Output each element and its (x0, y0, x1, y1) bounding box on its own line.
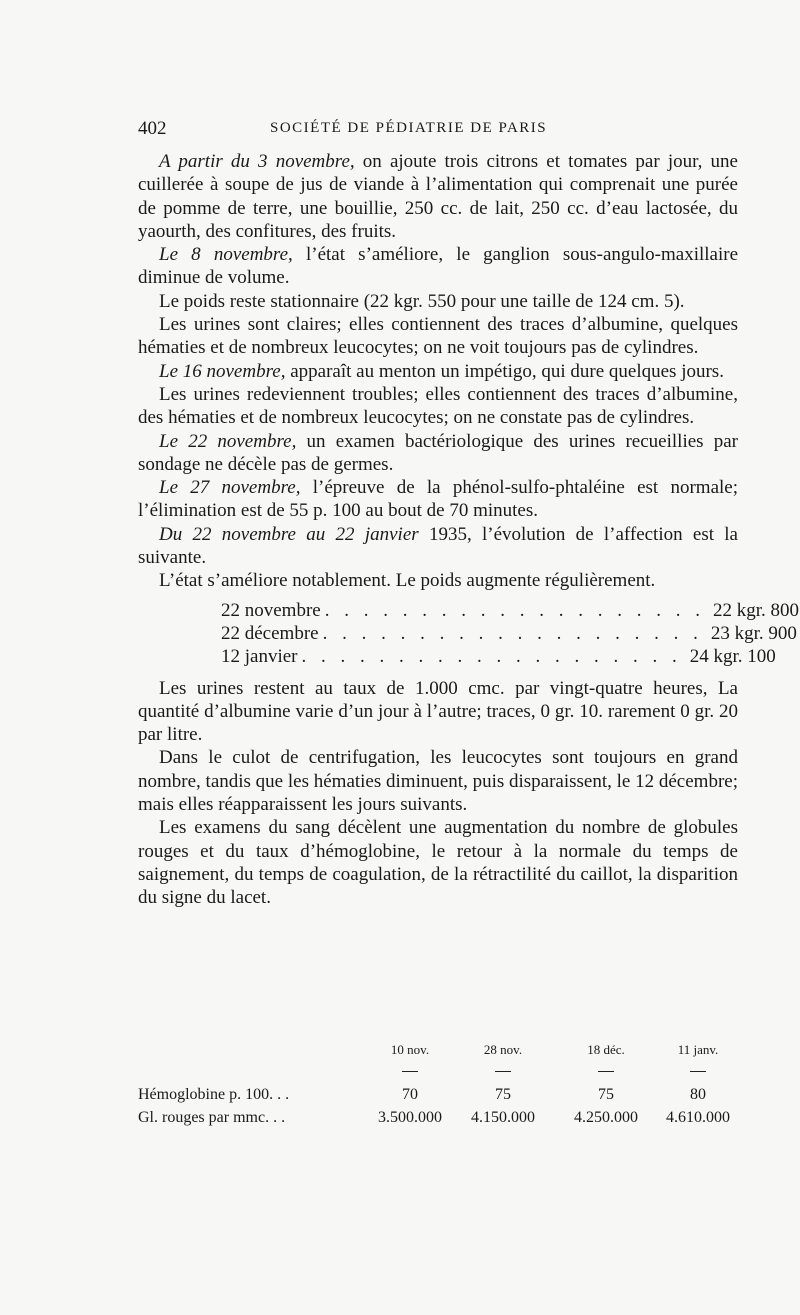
paragraph: Du 22 novembre au 22 janvier 1935, l’évolution de l’affection est la suivante. (138, 523, 738, 569)
paragraph: Le 27 novembre, l’épreuve de la phénol-sulfo-phtaléine est normale; l’élimination est de 55 p. 100 au bout de 70 minutes. (138, 477, 738, 522)
paragraph-lead: Le 27 novembre, (159, 477, 301, 499)
dot-leader: . . . . . . . . . . . . . . . . . . . . (324, 599, 705, 621)
table-cell: 75 (495, 1086, 511, 1103)
paragraph-lead: Du 22 novembre au 22 janvier (159, 523, 419, 545)
paragraph-lead: Le 22 novembre, (159, 430, 297, 452)
paragraph-lead: A partir du 3 novembre, (159, 151, 355, 172)
dash (690, 1071, 706, 1072)
body-text (138, 150, 800, 910)
weight-row (221, 599, 800, 622)
table-cell: 70 (402, 1086, 418, 1103)
page-number: 402 (138, 118, 167, 139)
weight-list (138, 599, 800, 669)
paragraph: Les urines redeviennent troubles; elles contiennent des traces d’albumine, des hématies et de nombreux leucocytes; on ne constate pas de cylindres. (138, 383, 738, 429)
paragraph-lead: Le 8 novembre, (159, 244, 293, 266)
paragraph-lead: Le 16 novembre, (159, 360, 286, 382)
header-rule (138, 1064, 738, 1086)
dash (402, 1071, 418, 1072)
blood-table (138, 1042, 738, 1132)
table-cell: 4.150.000 (471, 1109, 535, 1126)
weight-date: 22 décembre (221, 622, 319, 644)
paragraph: Le poids reste stationnaire (22 kgr. 550 pour une taille de 124 cm. 5). (159, 290, 685, 312)
paragraph: A partir du 3 novembre, on ajoute trois citrons et tomates par jour, une cuillerée à soupe de jus de viande à l’alimentation qui comprenait une purée de pomme de terre, une bouillie, 250 cc. de lait, 250 cc. d’eau lactosée, du yaourth, des confitures, des fruits. (138, 151, 738, 242)
paragraph: Les urines sont claires; elles contiennent des traces d’albumine, quelques hématies et de nombreux leucocytes; on ne voit toujours pas de cylindres. (138, 314, 738, 359)
paragraph: Le 8 novembre, l’état s’améliore, le ganglion sous-angulo-maxillaire diminue de volume. (138, 244, 739, 289)
column-header: 28 nov. (483, 1042, 523, 1057)
dash (495, 1071, 511, 1072)
paragraph: Les urines restent au taux de 1.000 cmc. par vingt-quatre heures, La quantité d’albumine varie d’un jour à l’autre; traces, 0 gr. 10. rarement 0 gr. 20 par litre. (138, 677, 738, 746)
weight-row (221, 645, 776, 668)
column-header: 18 déc. (587, 1042, 625, 1057)
table-cell: 3.500.000 (378, 1109, 442, 1126)
table-cell: 75 (598, 1086, 614, 1103)
paragraph: Dans le culot de centrifugation, les leucocytes sont toujours en grand nombre, tandis que les hématies diminuent, puis disparaissent, le 12 décembre; mais elles réapparaissent les jours suivants. (138, 747, 738, 816)
dot-leader: . . . . . . . . . . . . . . . . . . . . (322, 622, 703, 644)
journal-title: SOCIÉTÉ DE PÉDIATRIE DE PARIS (270, 120, 548, 136)
weight-value: 24 kgr. 100 (689, 646, 776, 668)
row-label: Gl. rouges par mmc. . . (138, 1109, 286, 1126)
dash (598, 1071, 614, 1072)
paragraph: L’état s’améliore notablement. Le poids augmente régulièrement. (159, 570, 656, 592)
table-header (138, 1042, 738, 1064)
column-header: 10 nov. (390, 1042, 430, 1057)
running-head (138, 118, 738, 144)
paragraph: Le 16 novembre, apparaît au menton un impétigo, qui dure quelques jours. (159, 360, 724, 382)
dot-leader: . . . . . . . . . . . . . . . . . . . . (301, 646, 682, 668)
table-cell: 4.610.000 (666, 1109, 730, 1126)
table-cell: 80 (690, 1086, 706, 1103)
paragraph: Les examens du sang décèlent une augmentation du nombre de globules rouges et du taux d’hémoglobine, le retour à la normale du temps de saignement, du temps de coagulation, de la rétractilité du caillot, la disparition du signe du lacet. (138, 817, 738, 909)
weight-value: 22 kgr. 800 (712, 599, 800, 621)
paragraph: Le 22 novembre, un examen bactériologique des urines recueillies par sondage ne décèle pas de germes. (138, 430, 738, 475)
weight-date: 22 novembre (221, 599, 321, 621)
table-cell: 4.250.000 (574, 1109, 638, 1126)
column-header: 11 janv. (677, 1042, 719, 1057)
row-label: Hémoglobine p. 100. . . (138, 1086, 290, 1103)
weight-row (221, 622, 797, 645)
weight-date: 12 janvier (221, 646, 298, 668)
weight-value: 23 kgr. 900 (710, 622, 797, 644)
table-row (138, 1086, 738, 1109)
table-row (138, 1109, 738, 1132)
